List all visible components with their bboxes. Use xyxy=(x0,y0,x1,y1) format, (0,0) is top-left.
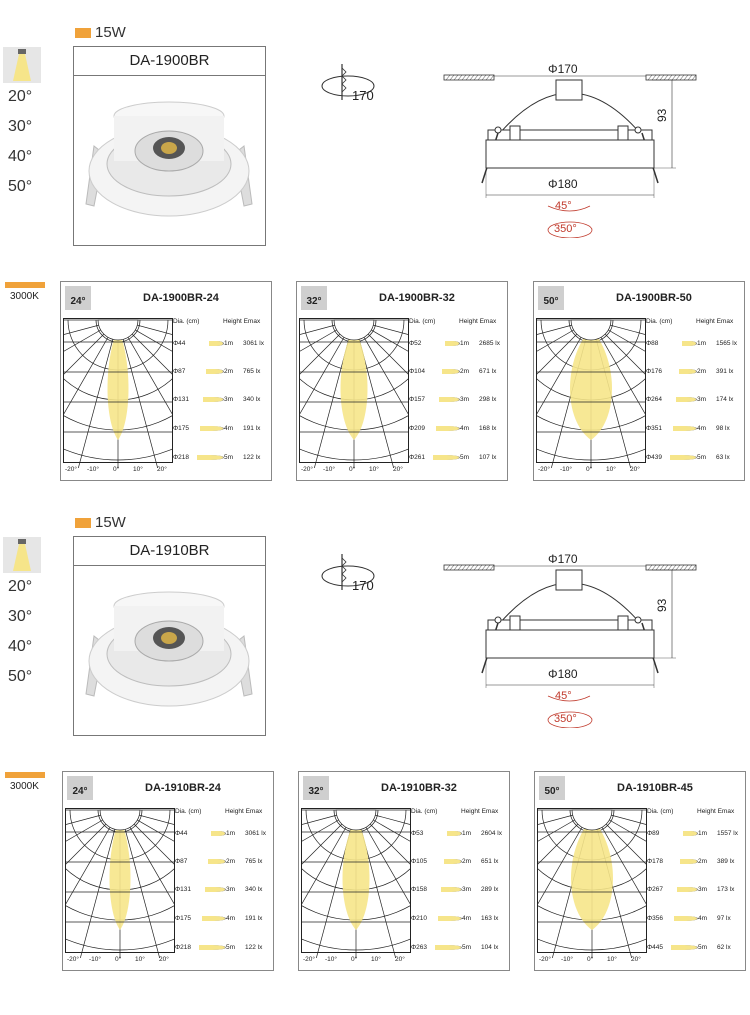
x-tick-label: 0° xyxy=(586,466,593,473)
row-diameter: Φ53 xyxy=(411,830,424,837)
x-tick-label: 20° xyxy=(630,466,640,473)
x-tick-label: 0° xyxy=(113,466,120,473)
row-diameter: Φ87 xyxy=(175,858,188,865)
row-height: 3m xyxy=(226,886,236,893)
row-height: 5m xyxy=(698,944,708,951)
row-emax: 298 lx xyxy=(479,396,497,403)
polar-diagram xyxy=(63,318,173,468)
row-emax: 122 lx xyxy=(245,944,263,951)
x-tick-label: -20° xyxy=(539,956,551,963)
row-cone-icon xyxy=(197,455,224,460)
row-height: 2m xyxy=(226,858,236,865)
row-diameter: Φ158 xyxy=(411,886,428,893)
row-emax: 391 lx xyxy=(716,368,734,375)
row-diameter: Φ210 xyxy=(411,915,428,922)
row-diameter: Φ351 xyxy=(646,425,663,432)
row-emax: 1565 lx xyxy=(716,340,737,347)
row-diameter: Φ131 xyxy=(173,396,190,403)
row-diameter: Φ445 xyxy=(647,944,664,951)
row-cone-icon xyxy=(679,369,697,374)
dimension-drawing xyxy=(440,58,710,238)
x-tick-label: -10° xyxy=(323,466,335,473)
x-tick-label: -20° xyxy=(538,466,550,473)
row-emax: 174 lx xyxy=(716,396,734,403)
beam-angle-item: 50° xyxy=(8,178,33,195)
x-tick-label: 10° xyxy=(606,466,616,473)
lamp-beam-icon xyxy=(3,47,41,83)
row-cone-icon xyxy=(447,831,462,836)
product-model-title: DA-1910BR xyxy=(74,537,265,566)
row-emax: 168 lx xyxy=(479,425,497,432)
row-height: 4m xyxy=(697,425,707,432)
row-diameter: Φ267 xyxy=(647,886,664,893)
row-emax: 104 lx xyxy=(481,944,499,951)
row-diameter: Φ131 xyxy=(175,886,192,893)
row-emax: 3061 lx xyxy=(245,830,266,837)
x-tick-label: 0° xyxy=(115,956,122,963)
beam-angle-icon xyxy=(3,47,41,83)
card-title: DA-1910BR-32 xyxy=(381,782,457,794)
row-diameter: Φ356 xyxy=(647,915,664,922)
dim-top-diameter: Φ170 xyxy=(548,552,578,566)
dim-top-diameter: Φ170 xyxy=(548,62,578,76)
beam-angle-item: 50° xyxy=(8,668,33,685)
product-photo xyxy=(74,566,265,734)
row-emax: 3061 lx xyxy=(243,340,264,347)
cct-label: 3000K xyxy=(10,781,39,792)
row-diameter: Φ105 xyxy=(411,858,428,865)
row-emax: 671 lx xyxy=(479,368,497,375)
x-tick-label: -10° xyxy=(561,956,573,963)
row-cone-icon xyxy=(200,426,224,431)
beam-angle-list xyxy=(8,82,32,202)
beam-angle-item: 20° xyxy=(8,578,33,595)
product-box xyxy=(73,46,266,246)
beam-badge: 24° xyxy=(65,286,91,310)
x-tick-label: -20° xyxy=(303,956,315,963)
beam-badge: 50° xyxy=(539,776,565,800)
dim-height: 93 xyxy=(655,108,669,122)
row-cone-icon xyxy=(208,859,226,864)
row-cone-icon xyxy=(205,887,226,892)
lamp-beam-icon xyxy=(3,537,41,573)
dim-tilt: 45° xyxy=(555,690,572,702)
card-title: DA-1900BR-50 xyxy=(616,292,692,304)
height-header: Height Emax xyxy=(461,808,499,815)
x-tick-label: 10° xyxy=(133,466,143,473)
card-title: DA-1910BR-45 xyxy=(617,782,693,794)
row-diameter: Φ263 xyxy=(411,944,428,951)
row-emax: 2604 lx xyxy=(481,830,502,837)
row-height: 1m xyxy=(462,830,472,837)
row-cone-icon xyxy=(441,887,462,892)
beam-angle-item: 40° xyxy=(8,148,33,165)
x-tick-label: 0° xyxy=(587,956,594,963)
light-distribution-card xyxy=(296,281,508,481)
row-diameter: Φ88 xyxy=(646,340,659,347)
row-cone-icon xyxy=(202,916,226,921)
row-cone-icon xyxy=(433,455,460,460)
light-distribution-card xyxy=(298,771,510,971)
height-header: Height Emax xyxy=(697,808,735,815)
dimension-drawing xyxy=(440,548,710,728)
wattage-label xyxy=(75,514,126,531)
row-emax: 62 lx xyxy=(717,944,731,951)
dia-header: Dia. (cm) xyxy=(411,808,438,815)
cct-bar xyxy=(5,282,45,288)
x-tick-label: 10° xyxy=(369,466,379,473)
wattage-text: 15W xyxy=(95,24,126,41)
row-emax: 1557 lx xyxy=(717,830,738,837)
row-diameter: Φ175 xyxy=(175,915,192,922)
row-cone-icon xyxy=(206,369,224,374)
polar-diagram xyxy=(536,318,646,468)
x-tick-label: 10° xyxy=(135,956,145,963)
light-distribution-card xyxy=(534,771,746,971)
cutout-size: 170 xyxy=(352,88,374,103)
row-cone-icon xyxy=(677,887,698,892)
row-cone-icon xyxy=(442,369,460,374)
beam-angle-item: 30° xyxy=(8,608,33,625)
x-tick-label: 20° xyxy=(393,466,403,473)
product-box xyxy=(73,536,266,736)
row-emax: 173 lx xyxy=(717,886,735,893)
row-diameter: Φ89 xyxy=(647,830,660,837)
x-tick-label: 20° xyxy=(631,956,641,963)
x-tick-label: -20° xyxy=(301,466,313,473)
row-height: 1m xyxy=(460,340,470,347)
row-emax: 163 lx xyxy=(481,915,499,922)
row-height: 2m xyxy=(698,858,708,865)
dim-rotate: 350° xyxy=(554,713,577,725)
row-diameter: Φ175 xyxy=(173,425,190,432)
beam-badge: 32° xyxy=(303,776,329,800)
row-emax: 340 lx xyxy=(243,396,261,403)
row-cone-icon xyxy=(444,859,462,864)
row-diameter: Φ157 xyxy=(409,396,426,403)
row-emax: 389 lx xyxy=(717,858,735,865)
polar-diagram xyxy=(299,318,409,468)
row-height: 1m xyxy=(697,340,707,347)
row-height: 4m xyxy=(224,425,234,432)
light-distribution-card xyxy=(533,281,745,481)
cct-bar xyxy=(5,772,45,778)
wattage-text: 15W xyxy=(95,514,126,531)
wattage-swatch xyxy=(75,518,91,528)
x-tick-label: 0° xyxy=(349,466,356,473)
height-header: Height Emax xyxy=(459,318,497,325)
beam-angle-item: 20° xyxy=(8,88,33,105)
beam-angle-list xyxy=(8,572,32,692)
row-height: 3m xyxy=(698,886,708,893)
row-diameter: Φ52 xyxy=(409,340,422,347)
row-cone-icon xyxy=(683,831,698,836)
x-tick-label: 20° xyxy=(395,956,405,963)
height-header: Height Emax xyxy=(225,808,263,815)
row-height: 3m xyxy=(460,396,470,403)
row-height: 4m xyxy=(462,915,472,922)
height-header: Height Emax xyxy=(696,318,734,325)
row-height: 4m xyxy=(698,915,708,922)
row-diameter: Φ209 xyxy=(409,425,426,432)
row-cone-icon xyxy=(436,426,460,431)
row-emax: 651 lx xyxy=(481,858,499,865)
row-height: 5m xyxy=(462,944,472,951)
row-height: 4m xyxy=(460,425,470,432)
dia-header: Dia. (cm) xyxy=(409,318,436,325)
row-height: 4m xyxy=(226,915,236,922)
row-height: 2m xyxy=(224,368,234,375)
row-cone-icon xyxy=(209,341,224,346)
dia-header: Dia. (cm) xyxy=(173,318,200,325)
light-distribution-card xyxy=(60,281,272,481)
row-height: 5m xyxy=(226,944,236,951)
row-emax: 191 lx xyxy=(245,915,263,922)
row-height: 3m xyxy=(224,396,234,403)
row-height: 2m xyxy=(460,368,470,375)
row-cone-icon xyxy=(203,397,224,402)
row-emax: 98 lx xyxy=(716,425,730,432)
x-tick-label: -20° xyxy=(67,956,79,963)
row-diameter: Φ104 xyxy=(409,368,426,375)
dia-header: Dia. (cm) xyxy=(175,808,202,815)
row-cone-icon xyxy=(673,426,697,431)
row-height: 1m xyxy=(226,830,236,837)
row-diameter: Φ44 xyxy=(175,830,188,837)
row-cone-icon xyxy=(680,859,698,864)
row-diameter: Φ264 xyxy=(646,396,663,403)
beam-angle-item: 30° xyxy=(8,118,33,135)
row-emax: 765 lx xyxy=(245,858,263,865)
row-cone-icon xyxy=(211,831,226,836)
row-diameter: Φ44 xyxy=(173,340,186,347)
row-emax: 340 lx xyxy=(245,886,263,893)
dim-rotate: 350° xyxy=(554,223,577,235)
light-distribution-card xyxy=(62,771,274,971)
dim-bottom-diameter: Φ180 xyxy=(548,667,578,681)
row-cone-icon xyxy=(438,916,462,921)
beam-angle-item: 40° xyxy=(8,638,33,655)
cct-label: 3000K xyxy=(10,291,39,302)
x-tick-label: 0° xyxy=(351,956,358,963)
row-height: 3m xyxy=(697,396,707,403)
row-emax: 63 lx xyxy=(716,454,730,461)
row-emax: 191 lx xyxy=(243,425,261,432)
row-cone-icon xyxy=(670,455,697,460)
dim-height: 93 xyxy=(655,598,669,612)
row-height: 1m xyxy=(224,340,234,347)
row-cone-icon xyxy=(676,397,697,402)
x-tick-label: -10° xyxy=(89,956,101,963)
row-emax: 107 lx xyxy=(479,454,497,461)
product-photo xyxy=(74,76,265,244)
polar-diagram xyxy=(537,808,647,958)
dim-tilt: 45° xyxy=(555,200,572,212)
row-cone-icon xyxy=(439,397,460,402)
x-tick-label: 20° xyxy=(159,956,169,963)
row-diameter: Φ218 xyxy=(175,944,192,951)
row-cone-icon xyxy=(199,945,226,950)
dia-header: Dia. (cm) xyxy=(647,808,674,815)
x-tick-label: -10° xyxy=(325,956,337,963)
x-tick-label: 10° xyxy=(371,956,381,963)
x-tick-label: -10° xyxy=(560,466,572,473)
row-cone-icon xyxy=(674,916,698,921)
row-height: 2m xyxy=(697,368,707,375)
row-cone-icon xyxy=(671,945,698,950)
row-cone-icon xyxy=(445,341,460,346)
row-diameter: Φ439 xyxy=(646,454,663,461)
beam-badge: 32° xyxy=(301,286,327,310)
product-model-title: DA-1900BR xyxy=(74,47,265,76)
row-height: 3m xyxy=(462,886,472,893)
row-emax: 289 lx xyxy=(481,886,499,893)
row-height: 2m xyxy=(462,858,472,865)
row-diameter: Φ176 xyxy=(646,368,663,375)
row-diameter: Φ87 xyxy=(173,368,186,375)
row-diameter: Φ261 xyxy=(409,454,426,461)
row-emax: 97 lx xyxy=(717,915,731,922)
row-cone-icon xyxy=(435,945,462,950)
x-tick-label: 20° xyxy=(157,466,167,473)
beam-badge: 24° xyxy=(67,776,93,800)
height-header: Height Emax xyxy=(223,318,261,325)
row-emax: 122 lx xyxy=(243,454,261,461)
beam-angle-icon xyxy=(3,537,41,573)
row-height: 5m xyxy=(224,454,234,461)
card-title: DA-1910BR-24 xyxy=(145,782,221,794)
beam-badge: 50° xyxy=(538,286,564,310)
x-tick-label: -20° xyxy=(65,466,77,473)
card-title: DA-1900BR-24 xyxy=(143,292,219,304)
x-tick-label: -10° xyxy=(87,466,99,473)
card-title: DA-1900BR-32 xyxy=(379,292,455,304)
polar-diagram xyxy=(65,808,175,958)
polar-diagram xyxy=(301,808,411,958)
row-height: 5m xyxy=(697,454,707,461)
cutout-size: 170 xyxy=(352,578,374,593)
row-emax: 765 lx xyxy=(243,368,261,375)
row-height: 5m xyxy=(460,454,470,461)
dia-header: Dia. (cm) xyxy=(646,318,673,325)
row-diameter: Φ178 xyxy=(647,858,664,865)
row-diameter: Φ218 xyxy=(173,454,190,461)
wattage-swatch xyxy=(75,28,91,38)
row-height: 1m xyxy=(698,830,708,837)
wattage-label xyxy=(75,24,126,41)
row-cone-icon xyxy=(682,341,697,346)
dim-bottom-diameter: Φ180 xyxy=(548,177,578,191)
row-emax: 2685 lx xyxy=(479,340,500,347)
x-tick-label: 10° xyxy=(607,956,617,963)
